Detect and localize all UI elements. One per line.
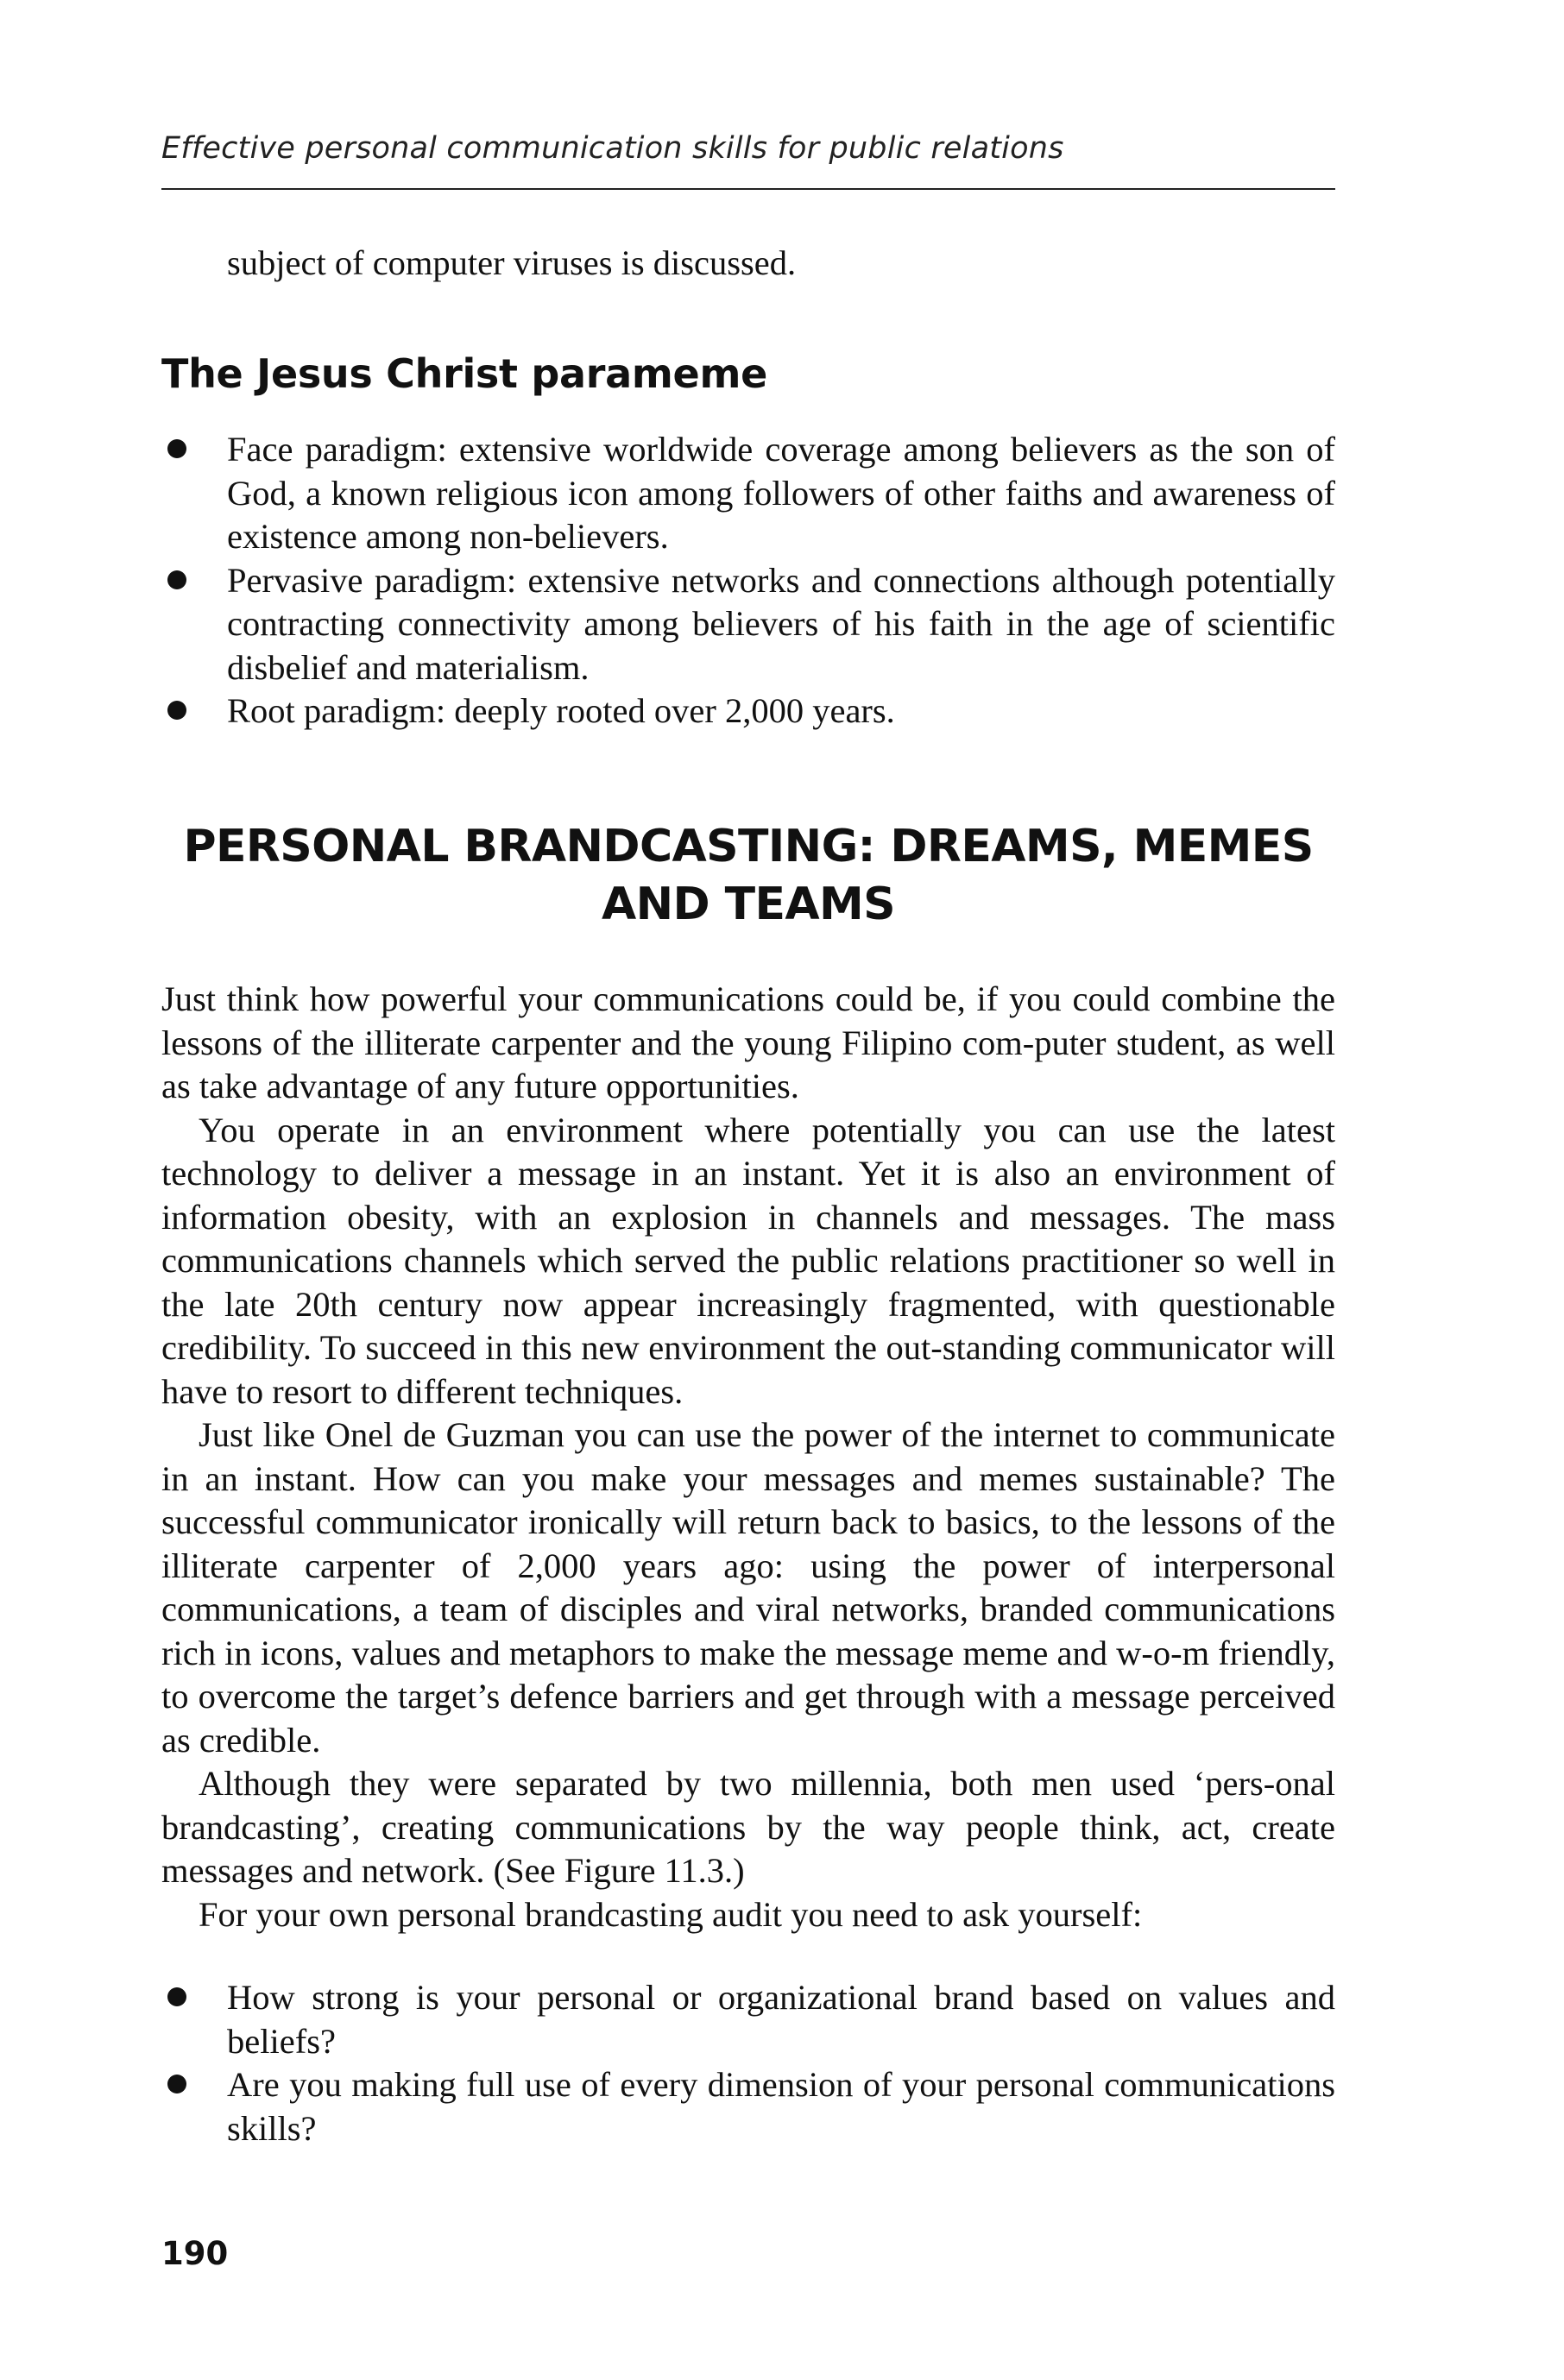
bullet-text: How strong is your personal or organizational brand based on values and beliefs? (227, 1978, 1335, 2061)
body-paragraphs (161, 978, 1335, 1936)
running-head: Effective personal communication skills for public relations (161, 131, 1064, 166)
bullet-item-communication-skills (161, 2063, 1335, 2150)
bullet-text: Face paradigm: extensive worldwide coverage among believers as the son of God, a known religious icon among followers of other faiths and awareness of existence among non-believers. (227, 430, 1335, 556)
chapter-title-line-2: AND TEAMS (601, 878, 896, 930)
bullet-item-root-paradigm (161, 689, 1335, 734)
paragraph: Just like Onel de Guzman you can use the power of the internet to communicate in an instant. How can you make your messages and memes sustainable? The successful communicator ironically will return back to basics, to the lessons of the illiterate carpenter of 2,000 years ago: using the power of interpersonal communications, a team of disciples and viral networks, branded communications rich in icons, values and metaphors to make the message meme and w-o-m friendly, to overcome the target’s defence barriers and get through with a message perceived as credible. (161, 1415, 1335, 1760)
bullet-dot-icon (167, 2075, 186, 2094)
bullet-dot-icon (167, 570, 186, 589)
chapter-title-line-1: PERSONAL BRANDCASTING: DREAMS, MEMES (183, 821, 1314, 872)
paradigm-bullet-list (161, 428, 1335, 734)
bullet-dot-icon (167, 701, 186, 720)
bullet-item-face-paradigm (161, 428, 1335, 559)
continuation-text: subject of computer viruses is discussed. (227, 243, 797, 282)
bullet-text: Are you making full use of every dimension of your personal communications skills? (227, 2065, 1335, 2148)
audit-bullet-list (161, 1976, 1335, 2150)
page-number: 190 (161, 2235, 229, 2272)
bullet-text: Root paradigm: deeply rooted over 2,000 years. (227, 691, 895, 730)
paragraph: You operate in an environment where potentially you can use the latest technology to deliver a message in an instant. Yet it is also an environment of information obesity, with an explosion in channels and messages. The mass communications channels which served the public relations practitioner so well in the late 20th century now appear increasingly fragmented, with questionable credibility. To succeed in this new environment the out-standing communicator will have to resort to different techniques. (161, 1110, 1335, 1411)
header-rule (161, 188, 1335, 190)
bullet-dot-icon (167, 1987, 186, 2006)
bullet-dot-icon (167, 439, 186, 458)
paragraph: Although they were separated by two millennia, both men used ‘pers-onal brandcasting’, creating communications by the way people think, act, create messages and network. (See Figure 11.3.) (161, 1764, 1335, 1890)
bullet-item-brand-strength (161, 1976, 1335, 2063)
bullet-text: Pervasive paradigm: extensive networks and connections although potentially contracting connectivity among believers of his faith in the age of scientific disbelief and materialism. (227, 560, 1335, 687)
section-subheading: The Jesus Christ parameme (161, 350, 767, 397)
bullet-item-pervasive-paradigm (161, 559, 1335, 690)
paragraph: For your own personal brandcasting audit you need to ask yourself: (199, 1894, 1143, 1934)
chapter-title (161, 818, 1335, 934)
paragraph: Just think how powerful your communications could be, if you could combine the lessons of the illiterate carpenter and the young Filipino com-puter student, as well as take advantage of any future opportunities. (161, 979, 1335, 1105)
